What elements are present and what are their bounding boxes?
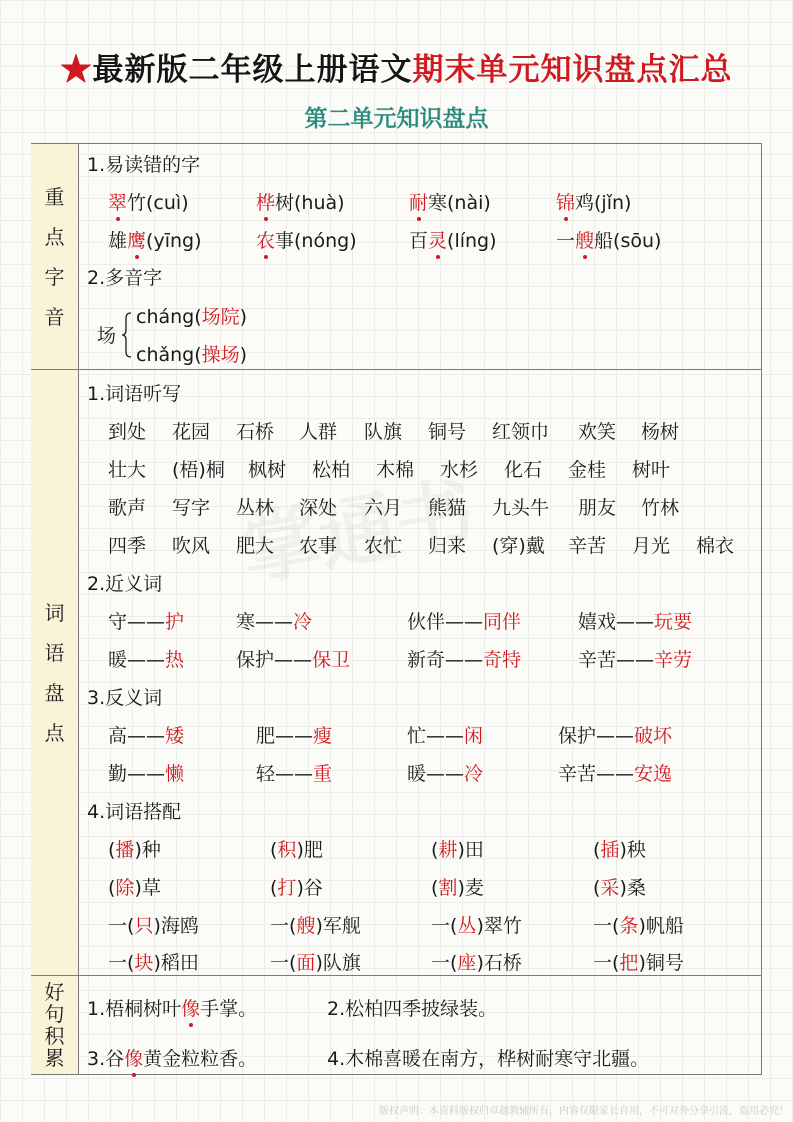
synonym-pair: 新奇——奇特	[407, 649, 522, 671]
dictation-word: 九头牛	[492, 497, 550, 519]
dictation-word: 树叶	[632, 459, 671, 481]
heading-polyphonic: 2.多音字	[87, 267, 163, 289]
synonym-pair: 伙伴——同伴	[407, 611, 522, 633]
side-char: 点	[44, 224, 65, 249]
dictation-word: 朋友	[578, 497, 617, 519]
side-char: 词	[44, 600, 65, 625]
dictation-word: 石桥	[236, 421, 275, 443]
antonym-pair: 高——矮	[108, 725, 185, 747]
side-label-pronunciation	[31, 144, 79, 369]
dictation-word: 壮大	[108, 459, 147, 481]
dictation-word: 丛林	[236, 497, 275, 519]
sentence-item: 3.谷像黄金粒粒香。	[87, 1048, 258, 1070]
dictation-word: 化石	[504, 459, 543, 481]
dictation-word: 枫树	[248, 459, 287, 481]
dictation-word: 辛苦	[568, 535, 607, 557]
char-item: 百灵(líng)	[409, 230, 497, 252]
side-char: 积	[44, 1024, 65, 1048]
dictation-word: 松柏	[312, 459, 351, 481]
side-char: 音	[44, 304, 65, 329]
collocation-item: 一(把)铜号	[593, 952, 684, 974]
heading-synonyms: 2.近义词	[87, 573, 163, 595]
collocation-item: 一(丛)翠竹	[431, 915, 522, 937]
dictation-word: 花园	[172, 421, 211, 443]
dictation-word: 六月	[364, 497, 403, 519]
sentence-item: 1.梧桐树叶像手掌。	[87, 998, 258, 1020]
copyright-notice: 版权声明：本资料版权归卓越教辅所有，内容仅限家长自用，不可对外分享引流，盗用必究！	[379, 1106, 789, 1117]
char-item: 一艘船(sōu)	[556, 230, 662, 252]
dictation-word: 熊猫	[428, 497, 467, 519]
collocation-item: (除)草	[108, 877, 161, 899]
side-char: 重	[44, 184, 65, 209]
collocation-item: 一(块)稻田	[108, 952, 199, 974]
section-divider	[31, 369, 762, 370]
synonym-pair: 辛苦——辛劳	[578, 649, 693, 671]
dictation-word: 四季	[108, 535, 147, 557]
side-label-words	[31, 370, 79, 975]
collocation-item: 一(条)帆船	[593, 915, 684, 937]
dictation-word: 人群	[299, 421, 338, 443]
heading-misread-chars: 1.易读错的字	[87, 154, 201, 176]
char-item: 锦鸡(jǐn)	[556, 192, 632, 214]
page-subtitle: 第二单元知识盘点	[304, 105, 489, 132]
star-icon: ★	[60, 52, 93, 88]
dictation-word: 棉衣	[696, 535, 735, 557]
synonym-pair: 保护——保卫	[236, 649, 351, 671]
dictation-word: 月光	[632, 535, 671, 557]
dictation-word: 写字	[172, 497, 211, 519]
dictation-word: 水杉	[440, 459, 479, 481]
antonym-pair: 暖——冷	[407, 763, 484, 785]
collocation-item: (采)桑	[593, 877, 646, 899]
side-label-sentences	[31, 976, 79, 1074]
antonym-pair: 辛苦——安逸	[558, 763, 673, 785]
side-char: 字	[44, 264, 65, 289]
antonym-pair: 保护——破坏	[558, 725, 673, 747]
polyphonic-char: 场	[97, 325, 117, 347]
dictation-word: 队旗	[364, 421, 403, 443]
dictation-word: 杨树	[641, 421, 680, 443]
char-item: 农事(nóng)	[256, 230, 357, 252]
synonym-pair: 嬉戏——玩要	[578, 611, 693, 633]
dictation-word: 金桂	[568, 459, 607, 481]
dictation-word: 农忙	[364, 535, 403, 557]
char-item: 雄鹰(yīng)	[108, 230, 202, 252]
dictation-word: 农事	[299, 535, 338, 557]
title-red: 期末单元知识盘点汇总	[412, 52, 733, 88]
dictation-word: (穿)戴	[492, 535, 545, 557]
antonym-pair: 勤——懒	[108, 763, 185, 785]
collocation-item: (播)种	[108, 839, 161, 861]
sentence-item: 2.松柏四季披绿装。	[327, 998, 498, 1020]
side-char: 句	[44, 1002, 65, 1026]
side-char: 累	[44, 1046, 65, 1070]
dictation-word: 木棉	[376, 459, 415, 481]
collocation-item: 一(座)石桥	[431, 952, 522, 974]
dictation-word: 铜号	[428, 421, 467, 443]
synonym-pair: 守——护	[108, 611, 185, 633]
side-char: 语	[44, 640, 65, 665]
antonym-pair: 肥——瘦	[256, 725, 333, 747]
dictation-word: 归来	[428, 535, 467, 557]
antonym-pair: 轻——重	[256, 763, 333, 785]
synonym-pair: 暖——热	[108, 649, 185, 671]
char-item: 翠竹(cuì)	[108, 192, 189, 214]
dictation-word: 深处	[299, 497, 338, 519]
heading-antonyms: 3.反义词	[87, 687, 163, 709]
collocation-item: (割)麦	[431, 877, 484, 899]
dictation-word: 到处	[108, 421, 147, 443]
antonym-pair: 忙——闲	[407, 725, 484, 747]
polyphonic-reading: chǎng(操场)	[136, 344, 248, 366]
collocation-item: 一(艘)军舰	[270, 915, 361, 937]
collocation-item: (打)谷	[270, 877, 323, 899]
dictation-word: 竹林	[641, 497, 680, 519]
synonym-pair: 寒——冷	[236, 611, 313, 633]
char-item: 桦树(huà)	[256, 192, 345, 214]
dictation-word: 红领巾	[492, 421, 550, 443]
collocation-item: (耕)田	[431, 839, 484, 861]
dictation-word: 欢笑	[578, 421, 617, 443]
heading-collocations: 4.词语搭配	[87, 801, 182, 823]
side-char: 好	[44, 980, 65, 1004]
dictation-word: 吹风	[172, 535, 211, 557]
dictation-word: 肥大	[236, 535, 275, 557]
polyphonic-reading: cháng(场院)	[136, 306, 248, 328]
dictation-word: (梧)桐	[172, 459, 225, 481]
collocation-item: (积)肥	[270, 839, 323, 861]
sentence-item: 4.木棉喜暖在南方，桦树耐寒守北疆。	[327, 1048, 650, 1070]
page-title	[0, 44, 793, 89]
brace-icon	[122, 312, 132, 358]
collocation-item: (插)秧	[593, 839, 646, 861]
collocation-item: 一(面)队旗	[270, 952, 361, 974]
side-char: 点	[44, 720, 65, 745]
heading-dictation: 1.词语听写	[87, 383, 182, 405]
collocation-item: 一(只)海鸥	[108, 915, 199, 937]
section-divider	[31, 975, 762, 976]
char-item: 耐寒(nài)	[409, 192, 491, 214]
title-black: 最新版二年级上册语文	[92, 52, 413, 88]
side-char: 盘	[44, 680, 65, 705]
dictation-word: 歌声	[108, 497, 147, 519]
